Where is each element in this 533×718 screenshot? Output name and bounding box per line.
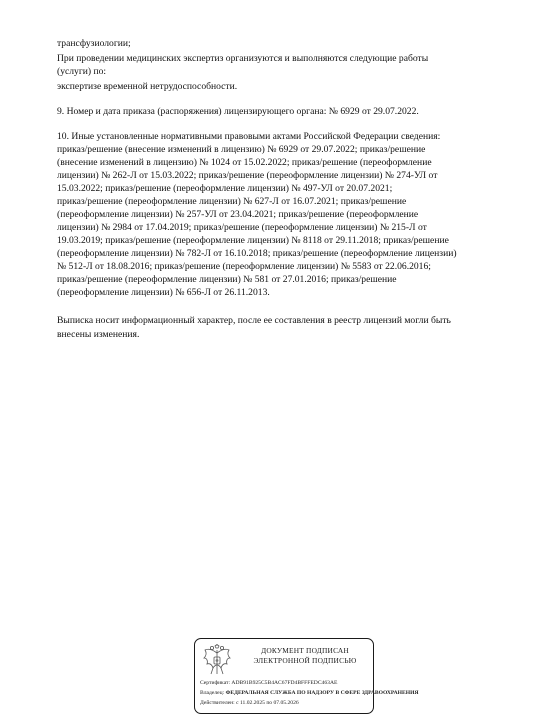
- text-line: экспертизе временной нетрудоспособности.: [57, 81, 238, 92]
- text-line: (переоформление лицензии) № 257-УЛ от 23.04.2021; приказ/решение (переоформление: [57, 209, 419, 220]
- electronic-signature-stamp: [194, 638, 419, 714]
- section-10-heading: 10. Иные установленные нормативными правовыми актами Российской Федерации сведения:: [57, 131, 441, 142]
- text-line: (внесение изменений в лицензию) № 1024 от 15.02.2022; приказ/решение (переоформление: [57, 157, 432, 168]
- text-line: приказ/решение (переоформление лицензии) № 581 от 27.01.2016; приказ/решение: [57, 274, 397, 285]
- text-line: При проведении медицинских экспертиз организуются и выполняются следующие работы: [57, 53, 429, 64]
- text-line: трансфузиологии;: [57, 38, 131, 49]
- stamp-owner: Владелец: ФЕДЕРАЛЬНАЯ СЛУЖБА ПО НАДЗОРУ В СФЕРЕ ЗДРАВООХРАНЕНИЯ: [200, 690, 419, 696]
- text-line: приказ/решение (внесение изменений в лицензию) № 6929 от 29.07.2022; приказ/решение: [57, 144, 426, 155]
- text-line: 19.03.2019; приказ/решение (переоформление лицензии) № 8118 от 29.11.2018; приказ/решение: [57, 235, 449, 246]
- text-line: (переоформление лицензии) № 656-Л от 26.11.2013.: [57, 287, 270, 298]
- disclaimer-line: Выписка носит информационный характер, после ее составления в реестр лицензий могли быть: [57, 315, 451, 326]
- text-line: № 512-Л от 18.08.2016; приказ/решение (переоформление лицензии) № 5583 от 22.06.2016;: [57, 261, 431, 272]
- text-line: (переоформление лицензии) № 782-Л от 16.10.2018; приказ/решение (переоформление лицензии): [57, 248, 457, 259]
- text-line: приказ/решение (переоформление лицензии) № 627-Л от 16.07.2021; приказ/решение: [57, 196, 407, 207]
- text-line: лицензии) № 262-Л от 15.03.2022; приказ/решение (переоформление лицензии) № 274-УЛ от: [57, 170, 438, 181]
- coat-of-arms-icon: [201, 644, 233, 680]
- stamp-title: ДОКУМЕНТ ПОДПИСАН ЭЛЕКТРОННОЙ ПОДПИСЬЮ: [253, 646, 357, 665]
- order-number-line: 9. Номер и дата приказа (распоряжения) лицензирующего органа: № 6929 от 29.07.2022.: [57, 106, 419, 117]
- text-line: 15.03.2022; приказ/решение (переоформление лицензии) № 497-УЛ от 20.07.2021;: [57, 183, 393, 194]
- text-line: (услуги) по:: [57, 66, 107, 77]
- text-line: лицензии) № 2984 от 17.04.2019; приказ/решение (переоформление лицензии) № 215-Л от: [57, 222, 427, 233]
- stamp-validity: Действителен: с 11.02.2025 по 07.05.2026: [200, 700, 299, 706]
- stamp-certificate: Сертификат: ADB91B925C5B4AC67FD4BFFFEDC463AE: [200, 680, 338, 686]
- disclaimer-line: внесены изменения.: [57, 329, 140, 340]
